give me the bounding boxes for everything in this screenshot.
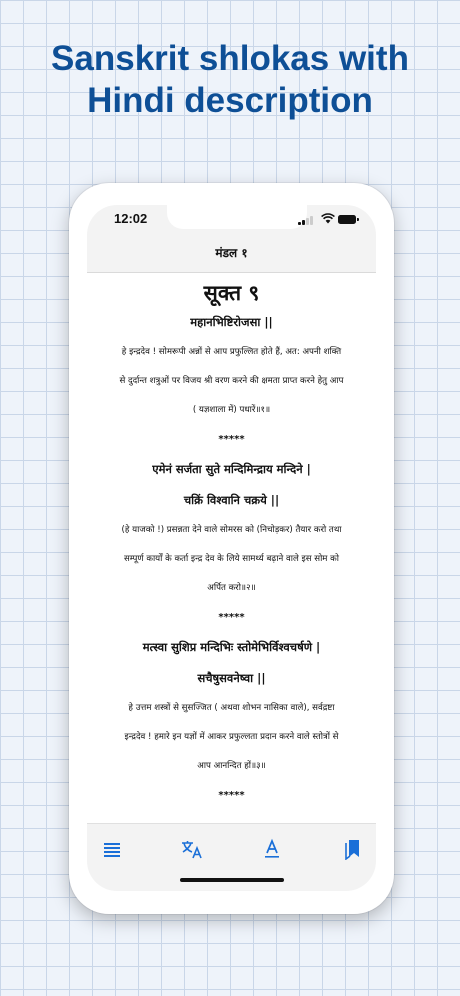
translate-icon[interactable] — [180, 838, 204, 860]
verse-line: महानभिष्टिरोजसा || — [190, 315, 273, 329]
nav-bar — [87, 235, 376, 273]
meaning-line: (हे याजको !) प्रसन्नता देने वाले सोमरस को (निचोड़कर) तैयार करो तथा — [121, 525, 342, 535]
meaning-line: ( यज्ञशाला में) पधारें॥१॥ — [192, 405, 271, 415]
separator: ***** — [218, 790, 245, 801]
signal-icon — [298, 216, 314, 225]
bookmarks-icon[interactable] — [340, 838, 364, 860]
wifi-icon — [321, 213, 335, 224]
separator: ***** — [218, 434, 245, 445]
separator: ***** — [218, 612, 245, 623]
meaning-line: इन्द्रदेव ! हमारे इन यज्ञों में आकर प्रफुल्लता प्रदान करने वाले स्तोत्रों से — [124, 732, 339, 742]
meaning-line: सम्पूर्ण कार्यों के कर्ता इन्द्र देव के लिये सामर्थ्य बढ़ाने वाले इस सोम को — [123, 554, 339, 564]
headline-line-1: Sanskrit shlokas with — [51, 39, 409, 78]
headline-line-2: Hindi description — [87, 81, 373, 120]
status-time: 12:02 — [114, 211, 148, 226]
meaning-line: से दुर्दान्त शत्रुओं पर विजय श्री वरण करने की क्षमता प्राप्त करने हेतु आप — [119, 376, 344, 386]
verse-line: एमेनं सर्जता सुते मन्दिमिन्द्राय मन्दिने | — [152, 462, 311, 476]
list-icon[interactable] — [100, 838, 124, 860]
meaning-line: हे उत्तम शस्त्रों से सुसज्जित ( अथवा शोभन नासिका वाले), सर्वद्रष्टा — [128, 703, 335, 713]
content-scroll[interactable] — [87, 273, 376, 823]
notch — [167, 205, 307, 229]
home-indicator — [180, 878, 284, 882]
sukta-title: सूक्त ९ — [203, 281, 260, 305]
phone-frame — [69, 183, 394, 914]
verse-line: चक्रिं विश्वानि चक्रये || — [183, 493, 280, 507]
verse-line: मत्स्वा सुशिप्र मन्दिभिः स्तोमेभिर्विश्वचर्षणे | — [142, 640, 321, 654]
battery-icon — [338, 215, 356, 224]
nav-title: मंडल १ — [215, 246, 248, 260]
font-size-icon[interactable] — [260, 838, 284, 860]
phone-screen — [87, 205, 376, 891]
meaning-line: आप आनन्दित हों॥३॥ — [197, 761, 266, 771]
headline — [0, 38, 460, 122]
meaning-line: अर्पित करो॥२॥ — [207, 583, 256, 593]
meaning-line: हे इन्द्रदेव ! सोमरूपी अन्नों से आप प्रफुल्लित होते हैं, अत: अपनी शक्ति — [121, 347, 342, 357]
verse-line: सचैषुसवनेष्वा || — [197, 671, 266, 685]
status-bar — [87, 205, 376, 235]
